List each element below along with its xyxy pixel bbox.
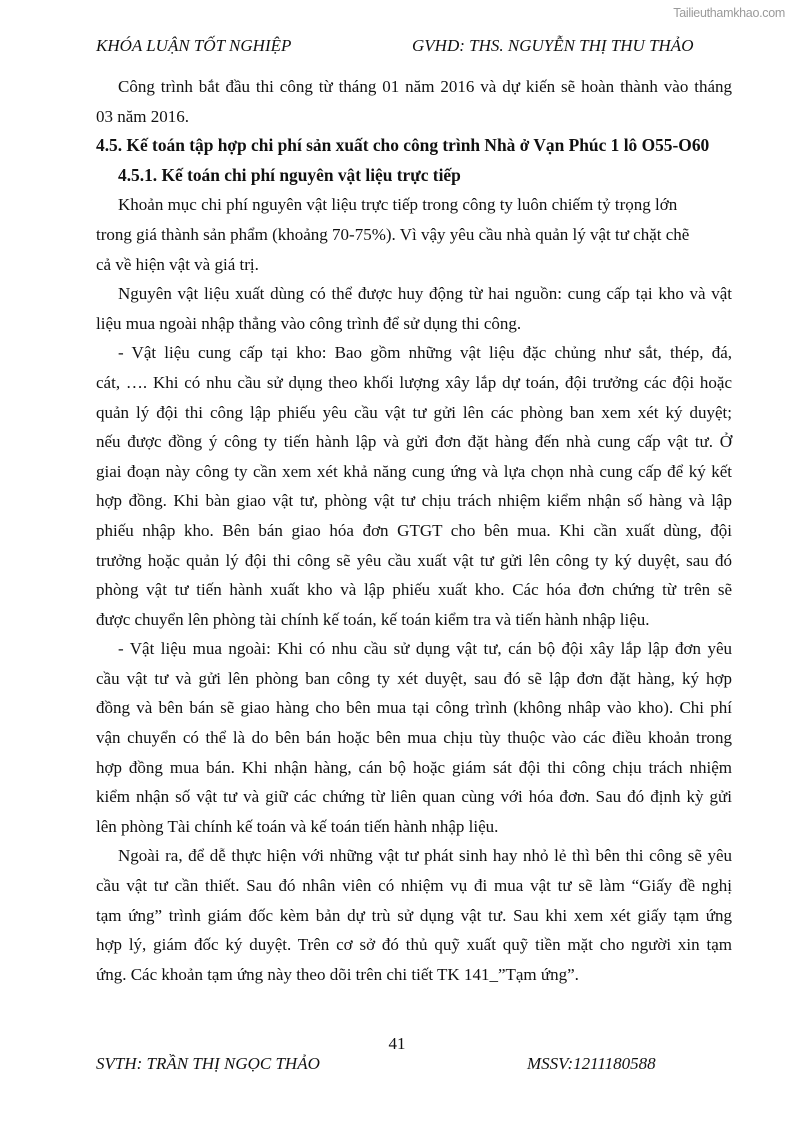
header-supervisor: GVHD: THS. NGUYỄN THỊ THU THẢO	[412, 36, 694, 55]
text-line: liệu mua ngoài nhập thẳng vào công trình để sử dụng thi công.	[96, 313, 522, 333]
text-line: - Vật liệu mua ngoài: Khi có nhu cầu sử dụng vật tư, cán bộ đội xây lắp lập đơn yêu	[118, 639, 732, 659]
section-heading: 4.5. Kế toán tập hợp chi phí sản xuất cho công trình Nhà ở Vạn Phúc 1 lô O55-O60	[96, 135, 710, 156]
text-line: cầu vật tư và gửi lên phòng ban công ty xét duyệt, sau đó sẽ lập đơn đặt hàng, ký hợp	[96, 668, 732, 688]
text-line: Công trình bắt đầu thi công từ tháng 01 năm 2016 và dự kiến sẽ hoàn thành vào tháng	[118, 77, 732, 96]
watermark: Tailieuthamkhao.com	[673, 6, 785, 20]
page-number: 41	[388, 1034, 406, 1053]
text-line: hợp lý, giám đốc ký duyệt. Trên cơ sở đó thủ quỹ xuất quỹ tiền mặt cho người xin tạm	[96, 935, 732, 955]
text-line: kiểm nhận số vật tư và giữ các chứng từ liên quan cùng với hóa đơn. Sau đó định kỳ gửi	[96, 787, 732, 807]
text-line: trưởng hoặc quản lý đội thi công sẽ yêu cầu xuất vật tư gửi lên công ty ký duyệt, sau đó	[96, 550, 732, 570]
text-line: được chuyển lên phòng tài chính kế toán, kế toán kiểm tra và tiến hành nhập liệu.	[96, 609, 650, 629]
text-line: phòng vật tư tiến hành xuất kho và lập phiếu xuất kho. Các hóa đơn chứng từ trên sẽ	[96, 580, 732, 600]
subsection-heading: 4.5.1. Kế toán chi phí nguyên vật liệu trực tiếp	[118, 164, 461, 185]
text-line: phiếu nhập kho. Bên bán giao hóa đơn GTGT cho bên mua. Khi cần xuất dùng, đội	[96, 520, 732, 540]
text-line: 03 năm 2016.	[96, 106, 190, 126]
text-line: giai đoạn này công ty cần xem xét khả năng cung ứng và lựa chọn nhà cung cấp để ký kết	[96, 461, 732, 481]
text-line: hợp đồng. Khi bàn giao vật tư, phòng vật tư chịu trách nhiệm kiểm nhận số hàng và lập	[96, 491, 732, 511]
text-line: cả về hiện vật và giá trị.	[96, 254, 259, 274]
text-line: lên phòng Tài chính kế toán và kế toán tiến hành nhập liệu.	[96, 816, 499, 836]
footer-student-id: MSSV:1211180588	[527, 1054, 656, 1073]
text-line: cầu vật tư cần thiết. Sau đó nhân viên có nhiệm vụ đi mua vật tư sẽ làm “Giấy đề nghị	[96, 876, 732, 896]
text-line: cát, …. Khi có nhu cầu sử dụng theo khối lượng xây lắp dự toán, đội trưởng các đội hoặc	[96, 372, 732, 392]
text-line: đồng và bên bán sẽ giao hàng cho bên mua tại công trình (không nhâp vào kho). Chi phí	[96, 698, 732, 718]
text-line: Ngoài ra, để dễ thực hiện với những vật tư phát sinh hay nhỏ lẻ thì bên thi công sẽ yêu	[118, 846, 732, 866]
text-line: quản lý đội thi công lập phiếu yêu cầu vật tư gửi lên các phòng ban xem xét ký duyệt;	[96, 402, 732, 422]
text-line: Nguyên vật liệu xuất dùng có thể được huy động từ hai nguồn: cung cấp tại kho và vật	[118, 284, 732, 304]
header-thesis-title: KHÓA LUẬN TỐT NGHIỆP	[96, 36, 292, 55]
text-line: - Vật liệu cung cấp tại kho: Bao gồm những vật liệu đặc chủng như sắt, thép, đá,	[118, 343, 732, 363]
text-line: ứng. Các khoản tạm ứng này theo dõi trên chi tiết TK 141_”Tạm ứng”.	[96, 964, 579, 984]
document-body	[96, 72, 732, 989]
text-line: vận chuyển có thể là do bên bán hoặc bên mua chịu tùy thuộc vào các điều khoản trong	[96, 728, 732, 748]
footer-student-name: SVTH: TRẦN THỊ NGỌC THẢO	[96, 1054, 320, 1073]
text-line: nếu được đồng ý công ty tiến hành lập và gửi đơn đặt hàng đến nhà cung cấp vật tư. Ở	[96, 432, 732, 452]
text-line: trong giá thành sản phẩm (khoảng 70-75%). Vì vậy yêu cầu nhà quản lý vật tư chặt chẽ	[96, 224, 690, 244]
text-line: tạm ứng” trình giám đốc kèm bản dự trù sử dụng vật tư. Sau khi xem xét giấy tạm ứng	[96, 905, 732, 925]
text-line: Khoản mục chi phí nguyên vật liệu trực tiếp trong công ty luôn chiếm tỷ trọng lớn	[118, 195, 678, 215]
text-line: hợp đồng mua bán. Khi nhận hàng, cán bộ hoặc giám sát đội thi công chịu trách nhiệm	[96, 757, 732, 777]
